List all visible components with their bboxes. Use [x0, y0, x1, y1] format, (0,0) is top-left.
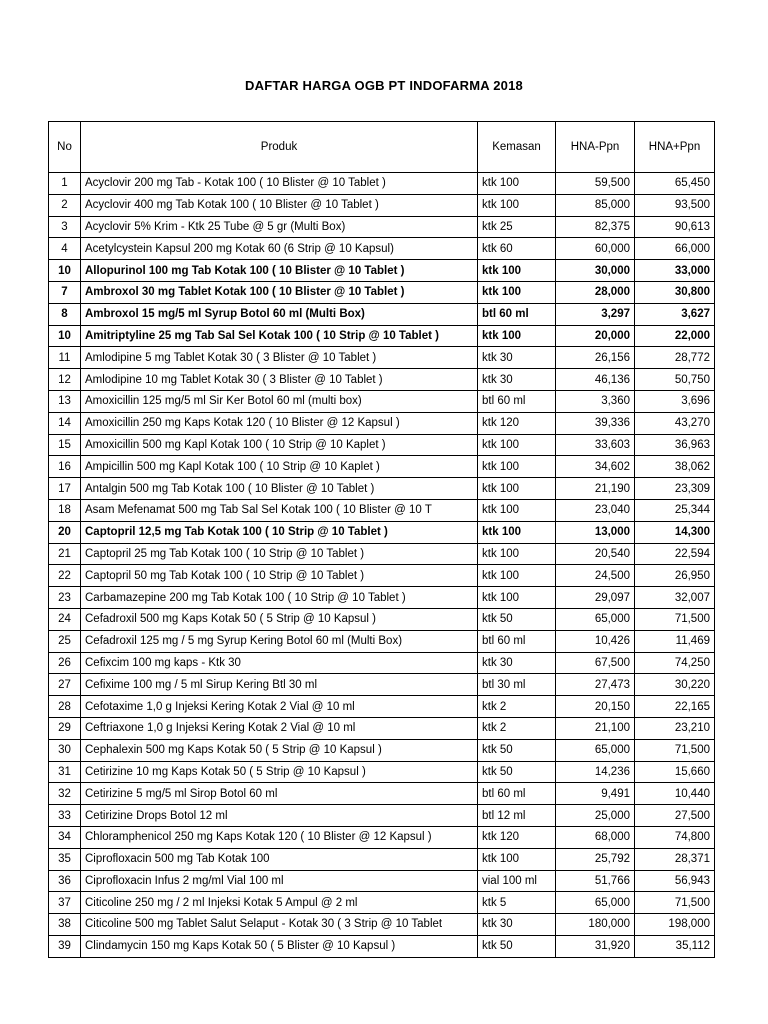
table-row: [49, 565, 715, 587]
cell-produk: Ceftriaxone 1,0 g Injeksi Kering Kotak 2 Vial @ 10 ml: [81, 717, 478, 739]
cell-kemasan: btl 60 ml: [478, 783, 556, 805]
cell-no: 16: [49, 456, 81, 478]
cell-kemasan: ktk 60: [478, 238, 556, 260]
cell-hna-ppn-plus: 74,800: [635, 826, 715, 848]
cell-no: 30: [49, 739, 81, 761]
cell-hna-ppn-minus: 29,097: [556, 587, 635, 609]
cell-produk: Amoxicillin 125 mg/5 ml Sir Ker Botol 60 ml (multi box): [81, 390, 478, 412]
cell-hna-ppn-minus: 20,000: [556, 325, 635, 347]
cell-kemasan: ktk 100: [478, 848, 556, 870]
cell-produk: Cefixcim 100 mg kaps - Ktk 30: [81, 652, 478, 674]
table-body: [49, 173, 715, 958]
cell-hna-ppn-minus: 20,540: [556, 543, 635, 565]
cell-produk: Ciprofloxacin 500 mg Tab Kotak 100: [81, 848, 478, 870]
cell-produk: Ciprofloxacin Infus 2 mg/ml Vial 100 ml: [81, 870, 478, 892]
cell-kemasan: ktk 100: [478, 499, 556, 521]
table-row: [49, 478, 715, 500]
cell-hna-ppn-plus: 198,000: [635, 914, 715, 936]
column-header-kemasan: Kemasan: [478, 122, 556, 173]
cell-no: 4: [49, 238, 81, 260]
cell-hna-ppn-plus: 90,613: [635, 216, 715, 238]
cell-no: 15: [49, 434, 81, 456]
table-row: [49, 717, 715, 739]
cell-no: 14: [49, 412, 81, 434]
cell-produk: Ambroxol 30 mg Tablet Kotak 100 ( 10 Blister @ 10 Tablet ): [81, 281, 478, 303]
cell-produk: Cefadroxil 125 mg / 5 mg Syrup Kering Botol 60 ml (Multi Box): [81, 630, 478, 652]
cell-kemasan: ktk 2: [478, 717, 556, 739]
table-row: [49, 630, 715, 652]
cell-hna-ppn-minus: 68,000: [556, 826, 635, 848]
cell-no: 13: [49, 390, 81, 412]
cell-hna-ppn-plus: 43,270: [635, 412, 715, 434]
table-row: [49, 173, 715, 195]
cell-produk: Cetirizine Drops Botol 12 ml: [81, 805, 478, 827]
cell-produk: Acyclovir 400 mg Tab Kotak 100 ( 10 Blister @ 10 Tablet ): [81, 194, 478, 216]
cell-kemasan: ktk 2: [478, 696, 556, 718]
table-row: [49, 543, 715, 565]
cell-hna-ppn-minus: 51,766: [556, 870, 635, 892]
cell-hna-ppn-plus: 30,800: [635, 281, 715, 303]
cell-produk: Clindamycin 150 mg Kaps Kotak 50 ( 5 Blister @ 10 Kapsul ): [81, 935, 478, 957]
table-row: [49, 260, 715, 282]
cell-hna-ppn-plus: 66,000: [635, 238, 715, 260]
cell-kemasan: ktk 100: [478, 456, 556, 478]
cell-hna-ppn-plus: 74,250: [635, 652, 715, 674]
cell-kemasan: ktk 30: [478, 652, 556, 674]
table-row: [49, 739, 715, 761]
cell-produk: Amoxicillin 500 mg Kapl Kotak 100 ( 10 Strip @ 10 Kaplet ): [81, 434, 478, 456]
cell-kemasan: ktk 25: [478, 216, 556, 238]
cell-kemasan: ktk 100: [478, 173, 556, 195]
cell-hna-ppn-minus: 3,360: [556, 390, 635, 412]
cell-produk: Carbamazepine 200 mg Tab Kotak 100 ( 10 Strip @ 10 Tablet ): [81, 587, 478, 609]
cell-produk: Ampicillin 500 mg Kapl Kotak 100 ( 10 Strip @ 10 Kaplet ): [81, 456, 478, 478]
cell-produk: Captopril 50 mg Tab Kotak 100 ( 10 Strip @ 10 Tablet ): [81, 565, 478, 587]
table-row: [49, 390, 715, 412]
cell-hna-ppn-plus: 3,627: [635, 303, 715, 325]
cell-hna-ppn-minus: 67,500: [556, 652, 635, 674]
cell-hna-ppn-plus: 23,309: [635, 478, 715, 500]
cell-hna-ppn-plus: 14,300: [635, 521, 715, 543]
cell-no: 11: [49, 347, 81, 369]
cell-kemasan: ktk 30: [478, 347, 556, 369]
cell-produk: Citicoline 250 mg / 2 ml Injeksi Kotak 5 Ampul @ 2 ml: [81, 892, 478, 914]
table-row: [49, 892, 715, 914]
cell-no: 35: [49, 848, 81, 870]
cell-hna-ppn-plus: 56,943: [635, 870, 715, 892]
cell-hna-ppn-minus: 60,000: [556, 238, 635, 260]
cell-produk: Citicoline 500 mg Tablet Salut Selaput - Kotak 30 ( 3 Strip @ 10 Tablet: [81, 914, 478, 936]
cell-hna-ppn-minus: 39,336: [556, 412, 635, 434]
table-row: [49, 456, 715, 478]
cell-kemasan: ktk 50: [478, 761, 556, 783]
cell-hna-ppn-minus: 3,297: [556, 303, 635, 325]
cell-kemasan: ktk 5: [478, 892, 556, 914]
cell-no: 3: [49, 216, 81, 238]
table-row: [49, 587, 715, 609]
cell-produk: Captopril 12,5 mg Tab Kotak 100 ( 10 Strip @ 10 Tablet ): [81, 521, 478, 543]
cell-hna-ppn-plus: 11,469: [635, 630, 715, 652]
cell-no: 22: [49, 565, 81, 587]
cell-produk: Cefixime 100 mg / 5 ml Sirup Kering Btl 30 ml: [81, 674, 478, 696]
cell-hna-ppn-minus: 28,000: [556, 281, 635, 303]
table-row: [49, 434, 715, 456]
cell-hna-ppn-plus: 27,500: [635, 805, 715, 827]
table-row: [49, 608, 715, 630]
cell-produk: Allopurinol 100 mg Tab Kotak 100 ( 10 Blister @ 10 Tablet ): [81, 260, 478, 282]
cell-no: 10: [49, 325, 81, 347]
cell-hna-ppn-plus: 25,344: [635, 499, 715, 521]
table-row: [49, 870, 715, 892]
cell-hna-ppn-plus: 22,165: [635, 696, 715, 718]
cell-no: 24: [49, 608, 81, 630]
cell-no: 31: [49, 761, 81, 783]
cell-hna-ppn-minus: 180,000: [556, 914, 635, 936]
cell-no: 27: [49, 674, 81, 696]
cell-hna-ppn-plus: 3,696: [635, 390, 715, 412]
cell-produk: Cetirizine 5 mg/5 ml Sirop Botol 60 ml: [81, 783, 478, 805]
cell-hna-ppn-minus: 30,000: [556, 260, 635, 282]
cell-hna-ppn-plus: 71,500: [635, 739, 715, 761]
cell-hna-ppn-minus: 65,000: [556, 892, 635, 914]
cell-no: 12: [49, 369, 81, 391]
cell-kemasan: ktk 100: [478, 521, 556, 543]
table-row: [49, 805, 715, 827]
cell-no: 28: [49, 696, 81, 718]
table-row: [49, 696, 715, 718]
cell-hna-ppn-plus: 50,750: [635, 369, 715, 391]
cell-hna-ppn-minus: 14,236: [556, 761, 635, 783]
cell-produk: Acyclovir 5% Krim - Ktk 25 Tube @ 5 gr (Multi Box): [81, 216, 478, 238]
table-row: [49, 325, 715, 347]
cell-hna-ppn-minus: 9,491: [556, 783, 635, 805]
cell-kemasan: ktk 100: [478, 434, 556, 456]
cell-hna-ppn-plus: 28,371: [635, 848, 715, 870]
table-row: [49, 826, 715, 848]
table-row: [49, 216, 715, 238]
cell-kemasan: ktk 100: [478, 260, 556, 282]
cell-kemasan: vial 100 ml: [478, 870, 556, 892]
cell-hna-ppn-plus: 15,660: [635, 761, 715, 783]
cell-no: 29: [49, 717, 81, 739]
cell-produk: Chloramphenicol 250 mg Kaps Kotak 120 ( 10 Blister @ 12 Kapsul ): [81, 826, 478, 848]
table-row: [49, 369, 715, 391]
cell-produk: Captopril 25 mg Tab Kotak 100 ( 10 Strip @ 10 Tablet ): [81, 543, 478, 565]
cell-hna-ppn-minus: 25,792: [556, 848, 635, 870]
column-header-produk: Produk: [81, 122, 478, 173]
cell-hna-ppn-minus: 65,000: [556, 608, 635, 630]
cell-kemasan: btl 60 ml: [478, 630, 556, 652]
cell-produk: Amitriptyline 25 mg Tab Sal Sel Kotak 100 ( 10 Strip @ 10 Tablet ): [81, 325, 478, 347]
cell-hna-ppn-plus: 38,062: [635, 456, 715, 478]
cell-no: 26: [49, 652, 81, 674]
table-header-row: [49, 122, 715, 173]
cell-kemasan: ktk 30: [478, 914, 556, 936]
cell-hna-ppn-plus: 71,500: [635, 608, 715, 630]
cell-hna-ppn-plus: 93,500: [635, 194, 715, 216]
cell-produk: Cetirizine 10 mg Kaps Kotak 50 ( 5 Strip @ 10 Kapsul ): [81, 761, 478, 783]
cell-kemasan: ktk 50: [478, 935, 556, 957]
cell-no: 18: [49, 499, 81, 521]
cell-hna-ppn-minus: 31,920: [556, 935, 635, 957]
cell-hna-ppn-minus: 85,000: [556, 194, 635, 216]
cell-kemasan: btl 30 ml: [478, 674, 556, 696]
cell-hna-ppn-minus: 65,000: [556, 739, 635, 761]
cell-kemasan: ktk 120: [478, 412, 556, 434]
cell-kemasan: ktk 100: [478, 565, 556, 587]
cell-produk: Cefotaxime 1,0 g Injeksi Kering Kotak 2 Vial @ 10 ml: [81, 696, 478, 718]
table-row: [49, 194, 715, 216]
cell-no: 38: [49, 914, 81, 936]
table-row: [49, 652, 715, 674]
cell-hna-ppn-minus: 10,426: [556, 630, 635, 652]
cell-no: 37: [49, 892, 81, 914]
cell-hna-ppn-plus: 65,450: [635, 173, 715, 195]
cell-no: 20: [49, 521, 81, 543]
column-header-hna-ppn-plus: HNA+Ppn: [635, 122, 715, 173]
cell-hna-ppn-minus: 24,500: [556, 565, 635, 587]
cell-produk: Acyclovir 200 mg Tab - Kotak 100 ( 10 Blister @ 10 Tablet ): [81, 173, 478, 195]
table-row: [49, 848, 715, 870]
cell-hna-ppn-plus: 71,500: [635, 892, 715, 914]
cell-hna-ppn-minus: 33,603: [556, 434, 635, 456]
cell-no: 25: [49, 630, 81, 652]
cell-hna-ppn-minus: 46,136: [556, 369, 635, 391]
cell-no: 34: [49, 826, 81, 848]
cell-no: 2: [49, 194, 81, 216]
table-row: [49, 347, 715, 369]
cell-hna-ppn-plus: 30,220: [635, 674, 715, 696]
table-row: [49, 761, 715, 783]
cell-produk: Asam Mefenamat 500 mg Tab Sal Sel Kotak 100 ( 10 Blister @ 10 T: [81, 499, 478, 521]
cell-kemasan: btl 12 ml: [478, 805, 556, 827]
cell-hna-ppn-plus: 33,000: [635, 260, 715, 282]
cell-produk: Cefadroxil 500 mg Kaps Kotak 50 ( 5 Strip @ 10 Kapsul ): [81, 608, 478, 630]
cell-produk: Ambroxol 15 mg/5 ml Syrup Botol 60 ml (Multi Box): [81, 303, 478, 325]
cell-hna-ppn-plus: 22,000: [635, 325, 715, 347]
cell-hna-ppn-minus: 59,500: [556, 173, 635, 195]
cell-no: 36: [49, 870, 81, 892]
cell-no: 39: [49, 935, 81, 957]
column-header-no: No: [49, 122, 81, 173]
cell-produk: Acetylcystein Kapsul 200 mg Kotak 60 (6 Strip @ 10 Kapsul): [81, 238, 478, 260]
table-row: [49, 238, 715, 260]
cell-produk: Amoxicillin 250 mg Kaps Kotak 120 ( 10 Blister @ 12 Kapsul ): [81, 412, 478, 434]
cell-no: 8: [49, 303, 81, 325]
cell-hna-ppn-plus: 32,007: [635, 587, 715, 609]
cell-hna-ppn-minus: 23,040: [556, 499, 635, 521]
cell-produk: Antalgin 500 mg Tab Kotak 100 ( 10 Blister @ 10 Tablet ): [81, 478, 478, 500]
table-row: [49, 303, 715, 325]
cell-kemasan: ktk 100: [478, 325, 556, 347]
cell-hna-ppn-plus: 35,112: [635, 935, 715, 957]
cell-no: 21: [49, 543, 81, 565]
cell-kemasan: ktk 100: [478, 478, 556, 500]
cell-hna-ppn-minus: 25,000: [556, 805, 635, 827]
cell-produk: Amlodipine 5 mg Tablet Kotak 30 ( 3 Blister @ 10 Tablet ): [81, 347, 478, 369]
table-row: [49, 281, 715, 303]
cell-hna-ppn-minus: 21,100: [556, 717, 635, 739]
cell-kemasan: ktk 50: [478, 739, 556, 761]
cell-kemasan: ktk 100: [478, 281, 556, 303]
cell-hna-ppn-minus: 13,000: [556, 521, 635, 543]
price-table: [48, 121, 715, 958]
cell-hna-ppn-plus: 36,963: [635, 434, 715, 456]
table-row: [49, 935, 715, 957]
cell-produk: Amlodipine 10 mg Tablet Kotak 30 ( 3 Blister @ 10 Tablet ): [81, 369, 478, 391]
cell-no: 7: [49, 281, 81, 303]
cell-kemasan: ktk 100: [478, 194, 556, 216]
cell-no: 32: [49, 783, 81, 805]
cell-hna-ppn-minus: 82,375: [556, 216, 635, 238]
cell-hna-ppn-minus: 21,190: [556, 478, 635, 500]
cell-kemasan: ktk 30: [478, 369, 556, 391]
cell-hna-ppn-minus: 20,150: [556, 696, 635, 718]
table-row: [49, 521, 715, 543]
table-row: [49, 674, 715, 696]
cell-hna-ppn-plus: 28,772: [635, 347, 715, 369]
cell-hna-ppn-minus: 26,156: [556, 347, 635, 369]
table-row: [49, 412, 715, 434]
cell-hna-ppn-plus: 23,210: [635, 717, 715, 739]
cell-no: 10: [49, 260, 81, 282]
cell-hna-ppn-minus: 27,473: [556, 674, 635, 696]
cell-kemasan: btl 60 ml: [478, 390, 556, 412]
cell-kemasan: btl 60 ml: [478, 303, 556, 325]
cell-hna-ppn-minus: 34,602: [556, 456, 635, 478]
cell-no: 17: [49, 478, 81, 500]
table-row: [49, 914, 715, 936]
cell-kemasan: ktk 50: [478, 608, 556, 630]
cell-kemasan: ktk 120: [478, 826, 556, 848]
cell-hna-ppn-plus: 26,950: [635, 565, 715, 587]
cell-no: 33: [49, 805, 81, 827]
table-row: [49, 783, 715, 805]
cell-hna-ppn-plus: 10,440: [635, 783, 715, 805]
cell-no: 1: [49, 173, 81, 195]
cell-no: 23: [49, 587, 81, 609]
cell-hna-ppn-plus: 22,594: [635, 543, 715, 565]
cell-kemasan: ktk 100: [478, 587, 556, 609]
cell-kemasan: ktk 100: [478, 543, 556, 565]
table-row: [49, 499, 715, 521]
cell-produk: Cephalexin 500 mg Kaps Kotak 50 ( 5 Strip @ 10 Kapsul ): [81, 739, 478, 761]
column-header-hna-ppn-minus: HNA-Ppn: [556, 122, 635, 173]
page-title: DAFTAR HARGA OGB PT INDOFARMA 2018: [245, 78, 523, 93]
